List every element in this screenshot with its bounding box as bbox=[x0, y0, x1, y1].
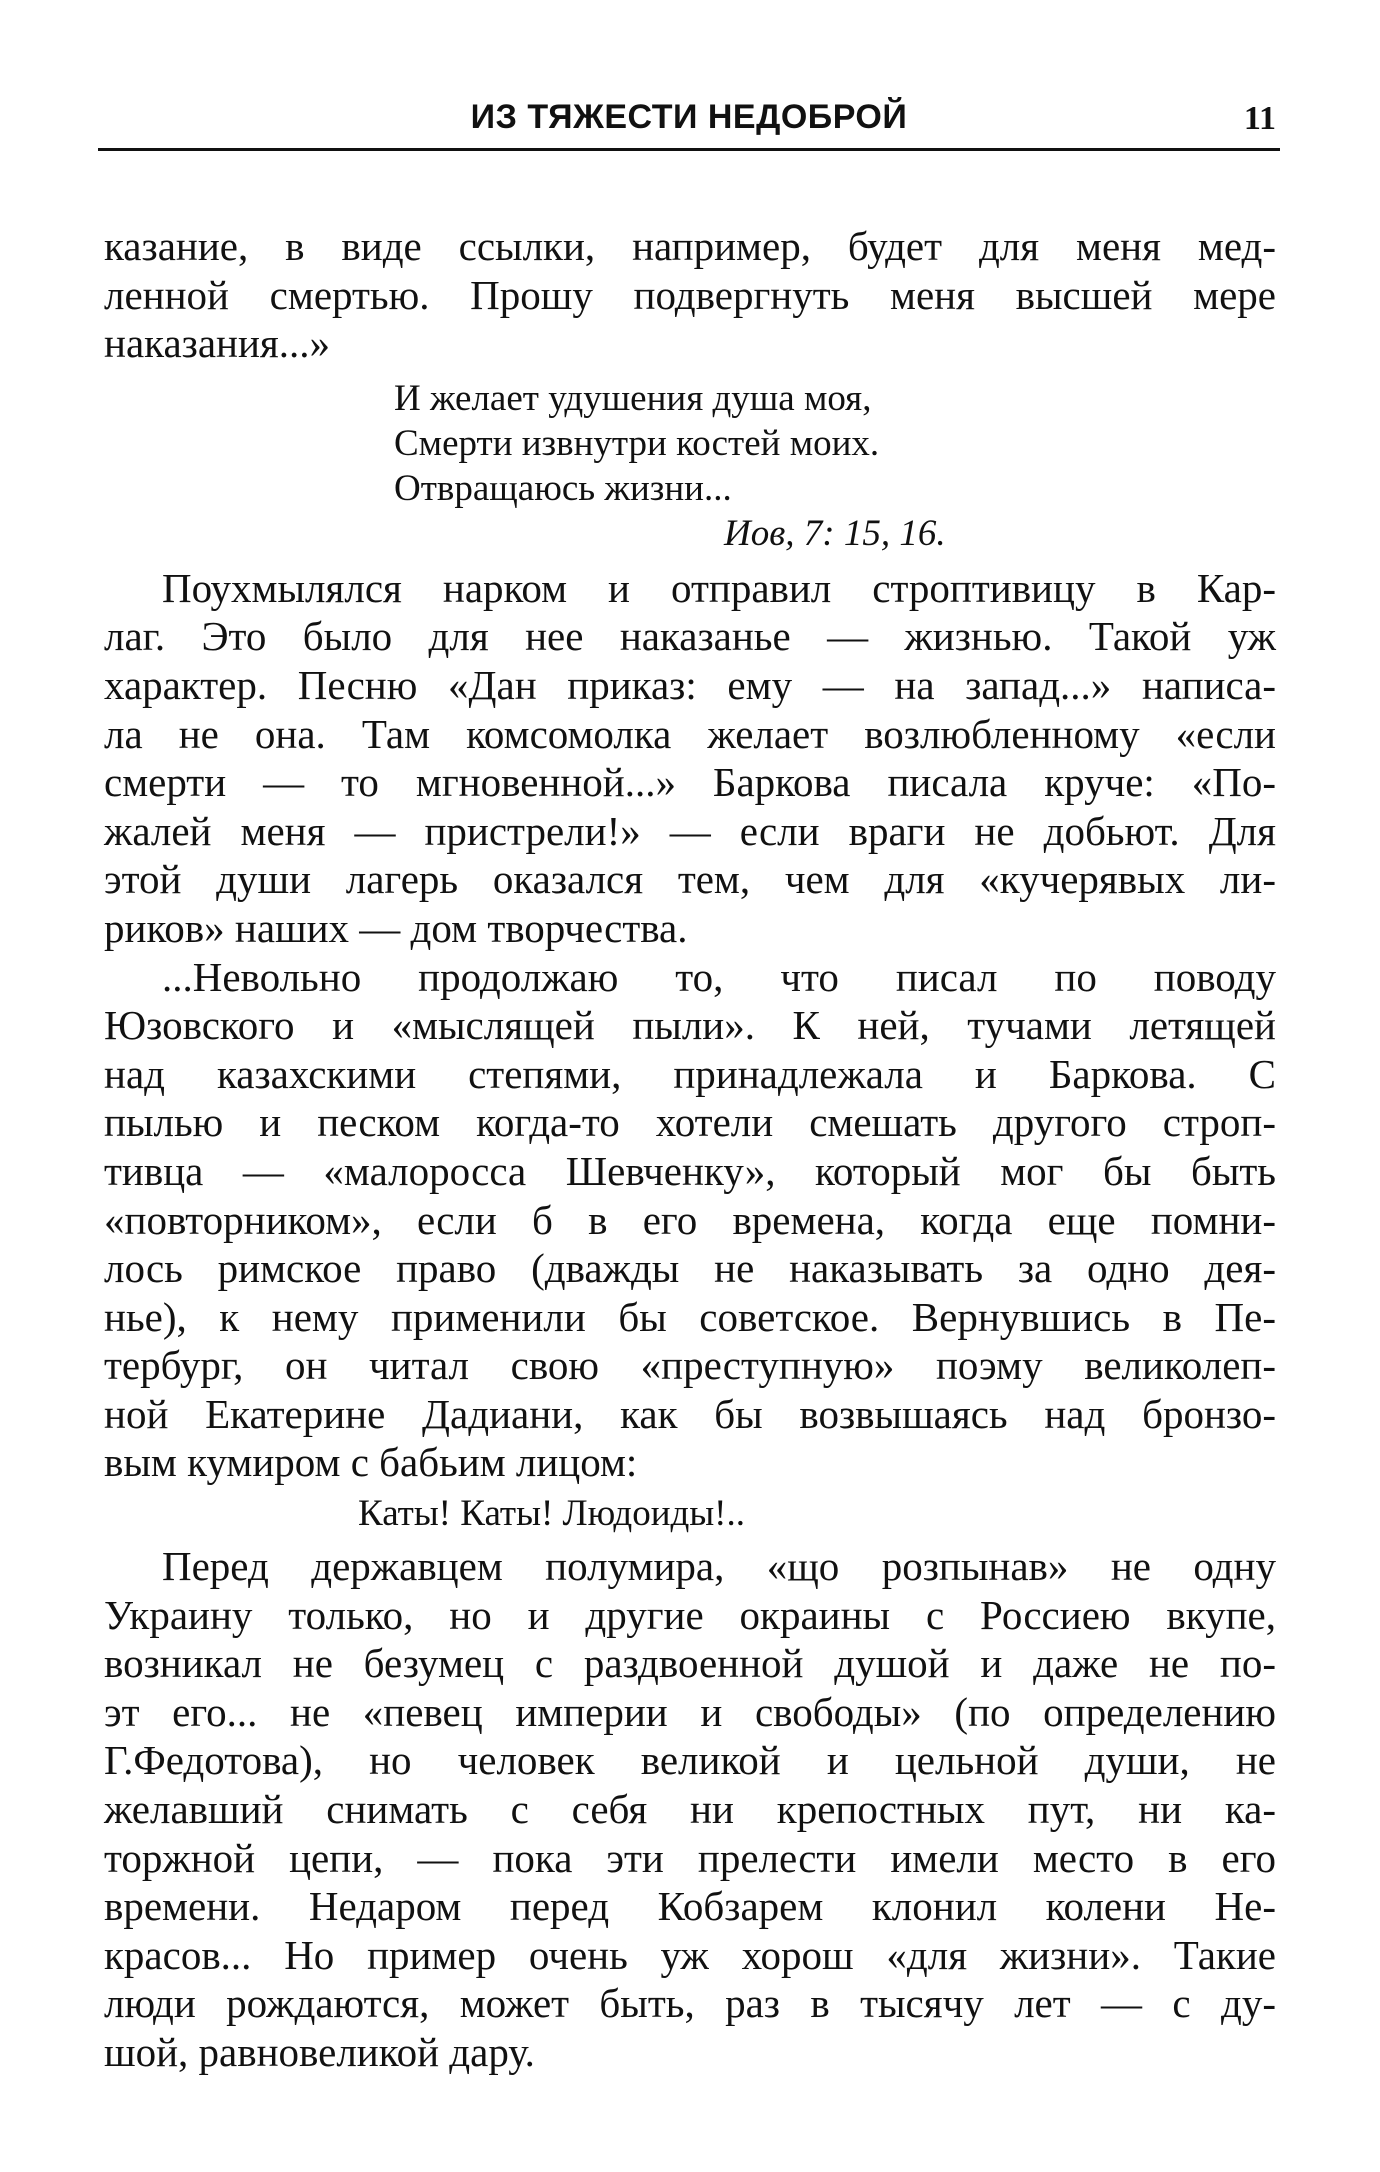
epigraph-verse bbox=[394, 376, 1276, 556]
verse-source: Иов, 7: 15, 16. bbox=[724, 512, 946, 554]
verse-line: Каты! Каты! Людоиды!.. bbox=[358, 1493, 746, 1535]
text-line: риков» наших — дом творчества. bbox=[104, 904, 688, 951]
text-line: тербург, он читал свою «преступную» поэму великолеп- bbox=[104, 1342, 1276, 1389]
page-number: 11 bbox=[1243, 100, 1276, 137]
text-line: ной Екатерине Дадиани, как бы возвышаясь над бронзо- bbox=[104, 1390, 1276, 1437]
text-line: времени. Недаром перед Кобзарем клонил колени Не- bbox=[104, 1883, 1276, 1930]
text-line: лаг. Это было для нее наказанье — жизнью. Такой уж bbox=[104, 613, 1276, 660]
text-line: Г.Федотова), но человек великой и цельной души, не bbox=[104, 1737, 1276, 1784]
paragraph bbox=[104, 1542, 1276, 2077]
verse-line: Отвращаюсь жизни... bbox=[394, 467, 732, 509]
text-line: нье), к нему применили бы советское. Вернувшись в Пе- bbox=[104, 1293, 1276, 1340]
text-line: тивца — «малоросса Шевченку», который мог бы быть bbox=[104, 1147, 1276, 1194]
quoted-verse bbox=[358, 1491, 1276, 1536]
text-line: ленной смертью. Прошу подвергнуть меня высшей мере bbox=[104, 271, 1276, 318]
text-line: над казахскими степями, принадлежала и Баркова. С bbox=[104, 1050, 1276, 1097]
text-line: жалей меня — пристрели!» — если враги не добьют. Для bbox=[104, 807, 1276, 854]
text-line: Юзовского и «мыслящей пыли». К ней, тучами летящей bbox=[104, 1002, 1276, 1049]
running-head: ИЗ ТЯЖЕСТИ НЕДОБРОЙ bbox=[470, 98, 908, 136]
paragraph bbox=[104, 564, 1276, 953]
text-line: шой, равновеликой дару. bbox=[104, 2029, 535, 2075]
text-line: этой души лагерь оказался тем, чем для «кучерявых ли- bbox=[104, 856, 1276, 903]
text-line: «повторником», если б в его времена, когда еще помни- bbox=[104, 1196, 1276, 1243]
text-line: пылью и песком когда-то хотели смешать другого строп- bbox=[104, 1099, 1276, 1146]
text-line: торжной цепи, — пока эти прелести имели место в его bbox=[104, 1834, 1276, 1881]
text-line: желавший снимать с себя ни крепостных пут, ни ка- bbox=[104, 1786, 1276, 1833]
text-line: смерти — то мгновенной...» Баркова писала круче: «По- bbox=[104, 759, 1276, 806]
text-line: наказания...» bbox=[104, 320, 331, 367]
paragraph-continuation bbox=[104, 222, 1276, 368]
text-line: вым кумиром с бабьим лицом: bbox=[104, 1439, 638, 1486]
text-line: ла не она. Там комсомолка желает возлюбленному «если bbox=[104, 710, 1276, 757]
text-line: люди рождаются, может быть, раз в тысячу лет — с ду- bbox=[104, 1980, 1276, 2027]
text-line: Украину только, но и другие окраины с Россиею вкупе, bbox=[104, 1591, 1276, 1638]
verse-line: И желает удушения душа моя, bbox=[394, 377, 872, 419]
text-line: характер. Песню «Дан приказ: ему — на запад...» написа- bbox=[104, 661, 1276, 708]
text-line: красов... Но пример очень уж хорош «для жизни». Такие bbox=[104, 1931, 1276, 1978]
paragraph bbox=[104, 953, 1276, 1488]
body-text bbox=[104, 222, 1276, 2077]
text-line: возникал не безумец с раздвоенной душой и даже не по- bbox=[104, 1640, 1276, 1687]
text-line: эт его... не «певец империи и свободы» (по определению bbox=[104, 1688, 1276, 1735]
verse-line: Смерти извнутри костей моих. bbox=[394, 422, 880, 464]
page-header bbox=[98, 92, 1280, 151]
text-line: казание, в виде ссылки, например, будет для меня мед- bbox=[104, 223, 1276, 269]
text-line: лось римское право (дважды не наказывать за одно дея- bbox=[104, 1245, 1276, 1292]
text-line: Поухмылялся нарком и отправил строптивицу в Кар- bbox=[162, 564, 1276, 611]
text-line: Перед державцем полумира, «що розпынав» не одну bbox=[162, 1543, 1276, 1590]
text-line: ...Невольно продолжаю то, что писал по поводу bbox=[162, 953, 1276, 1000]
